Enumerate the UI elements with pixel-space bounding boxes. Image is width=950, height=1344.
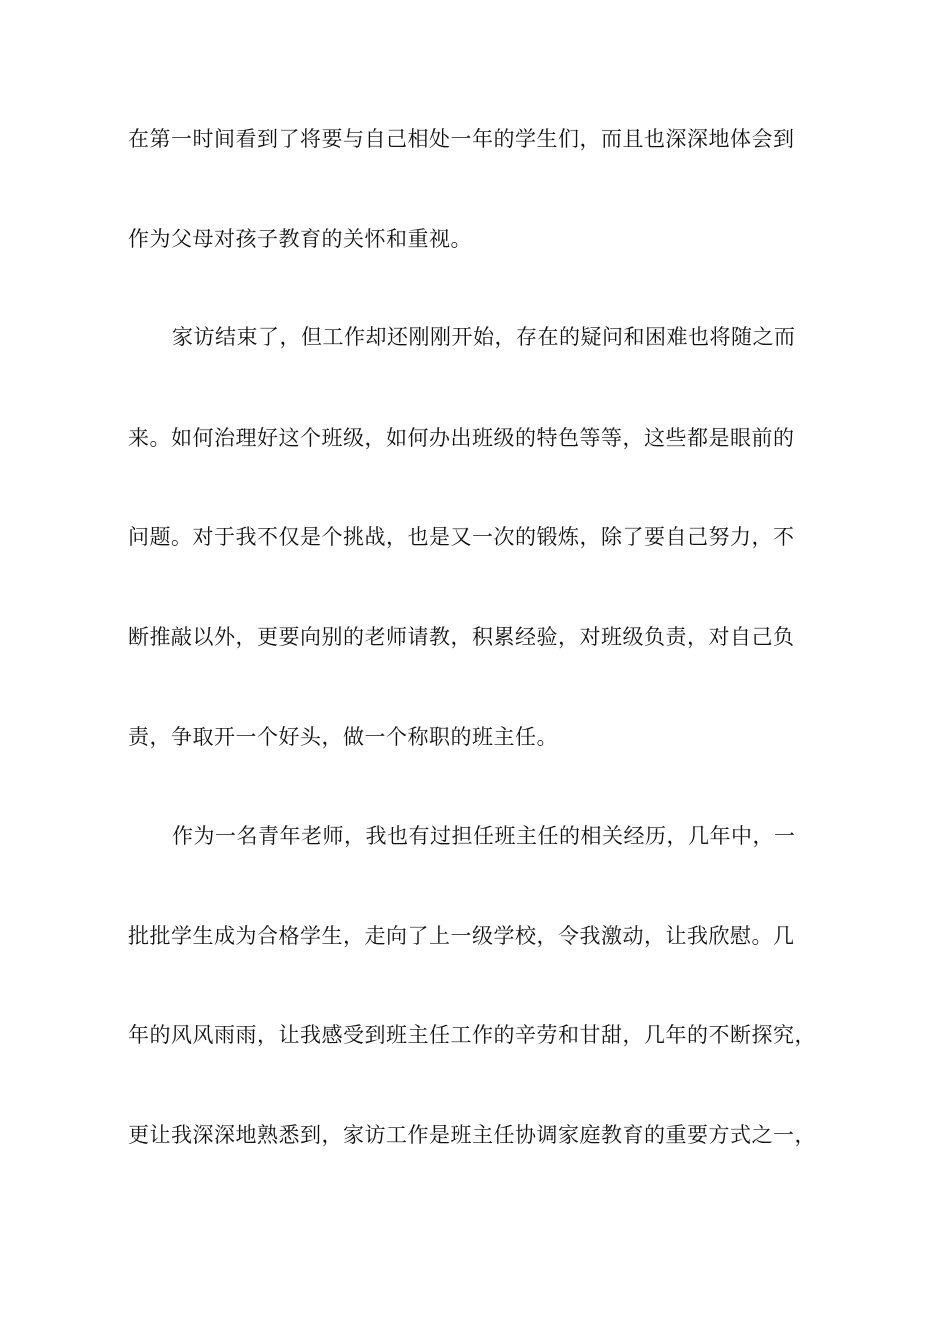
- text-line-5: 问题。对于我不仅是个挑战，也是又一次的锻炼，除了要自己努力，不: [128, 525, 795, 549]
- text-line-10: 年的风风雨雨，让我感受到班主任工作的辛劳和甘甜，几年的不断探究，: [128, 1023, 816, 1047]
- text-line-3: 家访结束了，但工作却还刚刚开始，存在的疑问和困难也将随之而: [172, 325, 796, 349]
- text-line-2: 作为父母对孩子教育的关怀和重视。: [128, 227, 472, 251]
- text-line-7: 责，争取开一个好头，做一个称职的班主任。: [128, 725, 558, 749]
- text-line-1: 在第一时间看到了将要与自己相处一年的学生们，而且也深深地体会到: [128, 127, 795, 151]
- text-line-11: 更让我深深地熟悉到，家访工作是班主任协调家庭教育的重要方式之一，: [128, 1123, 816, 1147]
- text-line-6: 断推敲以外，更要向别的老师请教，积累经验，对班级负责，对自己负: [128, 625, 795, 649]
- text-line-9: 批批学生成为合格学生，走向了上一级学校，令我激动，让我欣慰。几: [128, 924, 795, 948]
- text-line-8: 作为一名青年老师，我也有过担任班主任的相关经历，几年中，一: [172, 824, 796, 848]
- text-line-4: 来。如何治理好这个班级，如何办出班级的特色等等，这些都是眼前的: [128, 426, 795, 450]
